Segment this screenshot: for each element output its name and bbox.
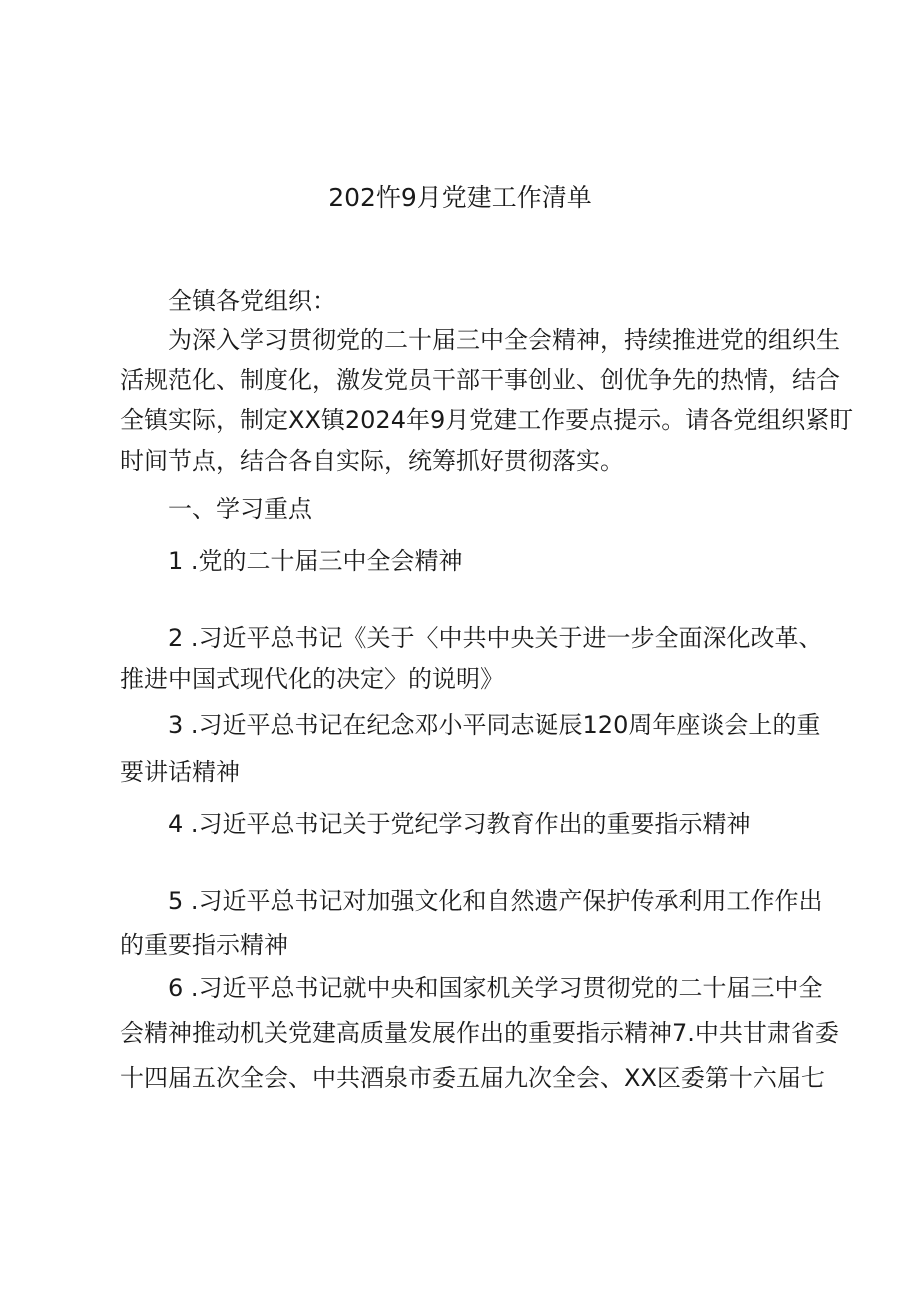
list-item-6-line-1: 6 .习近平总书记就中央和国家机关学习贯彻党的二十届三中全 [168, 974, 823, 1002]
document-title: 202忤9月党建工作清单 [328, 183, 592, 212]
list-item-3-line-2: 要讲话精神 [120, 758, 240, 786]
list-item-5-line-2: 的重要指示精神 [120, 931, 288, 959]
list-item-3-line-1: 3 .习近平总书记在纪念邓小平同志诞辰120周年座谈会上的重 [168, 711, 821, 739]
section-heading: 一、学习重点 [168, 495, 312, 523]
intro-line-4: 时间节点，结合各自实际，统筹抓好贯彻落实。 [120, 447, 624, 475]
list-item-1: 1 .党的二十届三中全会精神 [168, 547, 463, 575]
list-item-5-line-1: 5 .习近平总书记对加强文化和自然遗产保护传承利用工作作出 [168, 887, 823, 915]
list-item-6-line-3: 十四届五次全会、中共酒泉市委五届九次全会、XX区委第十六届七 [120, 1064, 825, 1092]
intro-line-3: 全镇实际，制定XX镇2024年9月党建工作要点提示。请各党组织紧盯 [120, 406, 854, 434]
intro-line-2: 活规范化、制度化，激发党员干部干事创业、创优争先的热情，结合 [120, 366, 840, 394]
salutation: 全镇各党组织： [168, 287, 336, 315]
list-item-2-line-1: 2 .习近平总书记《关于〈中共中央关于进一步全面深化改革、 [168, 624, 823, 652]
list-item-6-line-2: 会精神推动机关党建高质量发展作出的重要指示精神7.中共甘肃省委 [120, 1019, 839, 1047]
intro-line-1: 为深入学习贯彻党的二十届三中全会精神，持续推进党的组织生 [168, 326, 840, 354]
list-item-2-line-2: 推进中国式现代化的决定〉的说明》 [120, 665, 504, 693]
list-item-4: 4 .习近平总书记关于党纪学习教育作出的重要指示精神 [168, 810, 751, 838]
